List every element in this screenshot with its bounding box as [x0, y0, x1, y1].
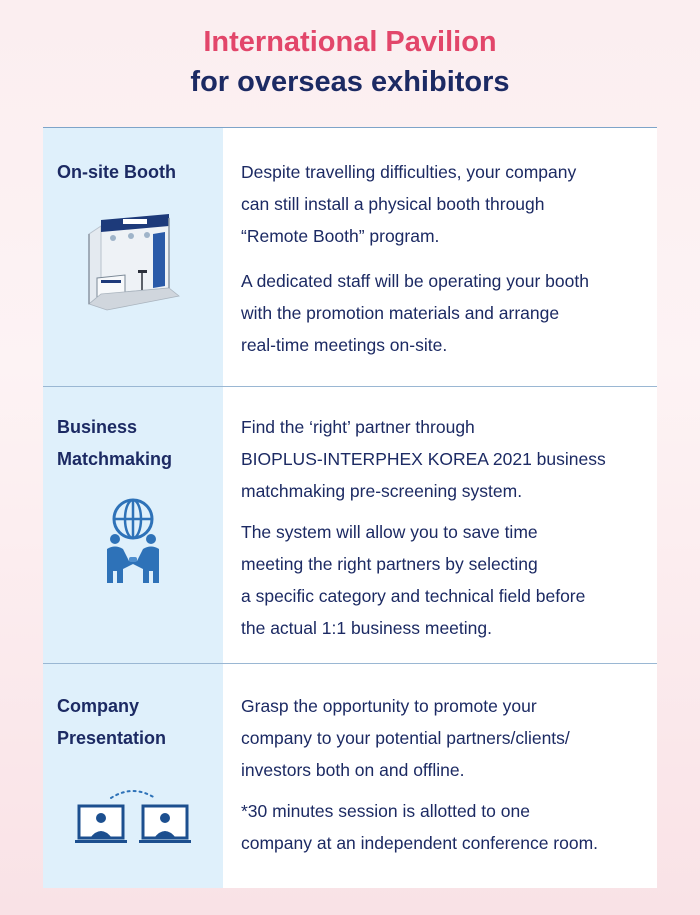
page-header — [0, 22, 700, 102]
row-label-cell — [43, 664, 223, 888]
description-paragraph: *30 minutes session is allotted to one company at an independent conference room. — [241, 801, 599, 853]
row-label-cell — [43, 128, 223, 386]
page-subtitle: for overseas exhibitors — [190, 66, 510, 98]
global-handshake-icon — [105, 497, 161, 585]
row-content-cell — [223, 128, 657, 386]
info-table — [43, 127, 657, 888]
row-label: On-site Booth — [57, 162, 176, 182]
row-business-matchmaking — [43, 387, 657, 663]
row-label: Business Matchmaking — [57, 417, 173, 469]
description-paragraph: Despite travelling difficulties, your company can still install a physical booth through “Remote Booth” program. — [241, 162, 577, 246]
page-title: International Pavilion — [203, 26, 497, 58]
description-paragraph: Find the ‘right’ partner through BIOPLUS-INTERPHEX KOREA 2021 business matchmaking pre-screening system. — [241, 417, 606, 501]
row-content-cell — [223, 387, 657, 663]
row-onsite-booth — [43, 128, 657, 386]
description-paragraph: Grasp the opportunity to promote your company to your potential partners/clients/ investors both on and offline. — [241, 696, 570, 780]
row-label: Company Presentation — [57, 696, 167, 748]
description-paragraph: A dedicated staff will be operating your booth with the promotion materials and arrange real-time meetings on-site. — [241, 271, 589, 355]
row-content-cell — [223, 664, 657, 888]
row-company-presentation — [43, 664, 657, 888]
description-paragraph: The system will allow you to save time meeting the right partners by selecting a specific category and technical field before the actual 1:1 business meeting. — [241, 522, 586, 638]
row-label-cell — [43, 387, 223, 663]
booth-image — [83, 214, 183, 316]
presentation-monitors-icon — [75, 782, 191, 846]
